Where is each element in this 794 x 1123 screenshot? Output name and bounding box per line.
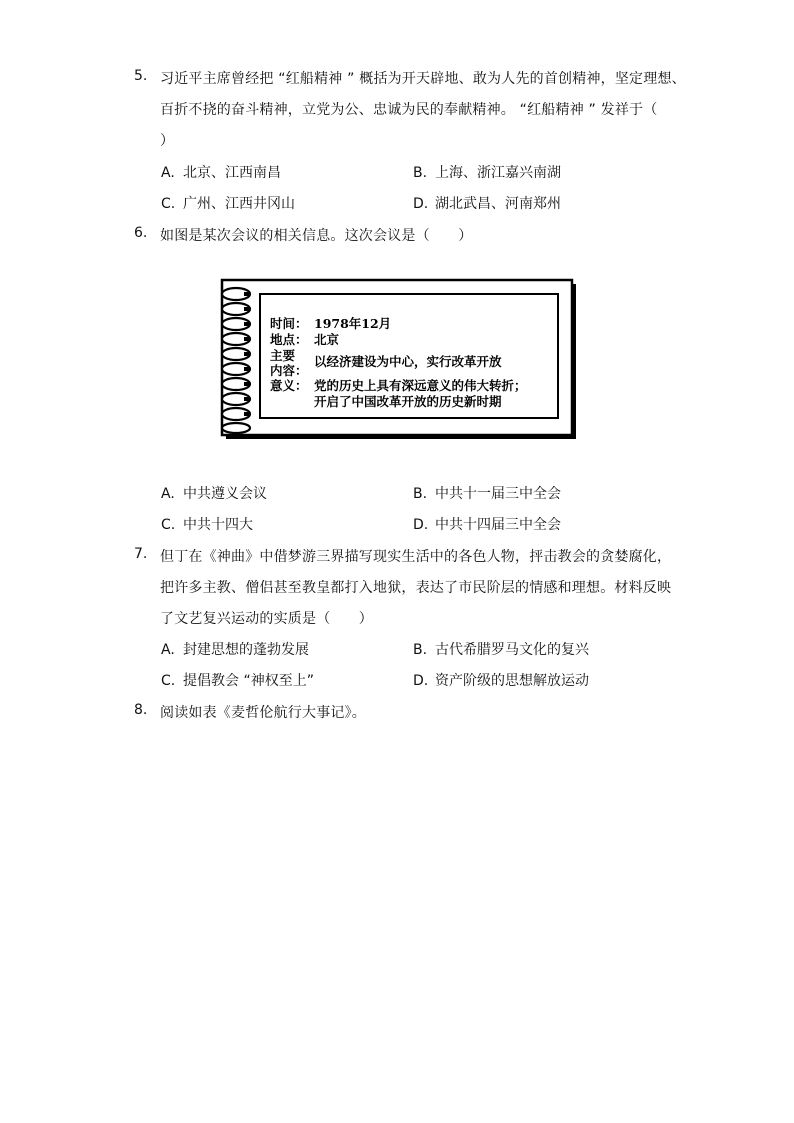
option-label: D. <box>413 196 429 212</box>
question-6-number: 6. <box>134 225 148 241</box>
question-6-option-a[interactable] <box>161 483 267 503</box>
figure-time-value: 1978年12月 <box>314 316 392 331</box>
question-7-line-3: 了文艺复兴运动的实质是（ ） <box>160 611 373 627</box>
figure-content-label-1: 主要 <box>270 348 296 363</box>
option-label: D. <box>413 673 429 689</box>
option-label: B. <box>413 486 428 502</box>
question-6-option-c[interactable] <box>161 514 253 534</box>
option-text: 中共十一届三中全会 <box>435 486 561 502</box>
question-8-line-1: 阅读如表《麦哲伦航行大事记》。 <box>160 705 366 721</box>
option-text: 北京、江西南昌 <box>183 165 281 181</box>
figure-place-label: 地点： <box>270 332 308 347</box>
figure-meaning-value-2: 开启了中国改革开放的历史新时期 <box>314 394 502 409</box>
question-5-line-1: 习近平主席曾经把 “红船精神 ” 概括为开天辟地、敢为人先的首创精神，坚定理想、 <box>160 71 686 87</box>
option-label: C. <box>161 673 176 689</box>
option-text: 广州、江西井冈山 <box>183 196 295 212</box>
question-6-option-b[interactable] <box>413 483 561 503</box>
question-7-number: 7. <box>134 546 148 562</box>
option-label: A. <box>161 642 175 658</box>
figure-place-value: 北京 <box>314 332 340 347</box>
question-8-number: 8. <box>134 702 148 718</box>
option-text: 中共十四大 <box>183 517 253 533</box>
meeting-info-notebook-figure <box>212 278 578 441</box>
option-text: 中共遵义会议 <box>183 486 267 502</box>
question-5-option-d[interactable] <box>413 193 561 213</box>
option-label: B. <box>413 642 428 658</box>
figure-content-value: 以经济建设为中心，实行改革开放 <box>314 354 502 369</box>
question-7-line-1: 但丁在《神曲》中借梦游三界描写现实生活中的各色人物，抨击教会的贪婪腐化， <box>160 549 672 565</box>
option-text: 资产阶级的思想解放运动 <box>435 673 589 689</box>
option-label: A. <box>161 165 175 181</box>
option-label: A. <box>161 486 175 502</box>
option-text: 湖北武昌、河南郑州 <box>435 196 561 212</box>
option-text: 上海、浙江嘉兴南湖 <box>435 165 561 181</box>
figure-content-label-2: 内容： <box>270 363 308 378</box>
question-5-option-a[interactable] <box>161 162 281 182</box>
option-text: 中共十四届三中全会 <box>435 517 561 533</box>
question-5-option-b[interactable] <box>413 162 561 182</box>
figure-meaning-label: 意义： <box>270 378 308 393</box>
figure-meaning-value-1: 党的历史上具有深远意义的伟大转折； <box>314 378 527 393</box>
option-label: B. <box>413 165 428 181</box>
question-5-line-2: 百折不挠的奋斗精神，立党为公、忠诚为民的奉献精神。 “红船精神 ” 发祥于（ <box>160 102 658 118</box>
question-7-option-c[interactable] <box>161 670 314 690</box>
option-text: 封建思想的蓬勃发展 <box>183 642 309 658</box>
option-text: 提倡教会 “神权至上” <box>183 673 314 689</box>
question-5-number: 5. <box>134 68 148 84</box>
question-5-line-3: ） <box>160 133 175 149</box>
question-5-option-c[interactable] <box>161 193 295 213</box>
question-7-option-a[interactable] <box>161 639 309 659</box>
question-6-option-d[interactable] <box>413 514 561 534</box>
option-label: D. <box>413 517 429 533</box>
question-7-line-2: 把许多主教、僧侣甚至教皇都打入地狱，表达了市民阶层的情感和理想。材料反映 <box>160 580 672 596</box>
question-6-line-1: 如图是某次会议的相关信息。这次会议是（ ） <box>160 228 473 244</box>
option-label: C. <box>161 196 176 212</box>
question-7-option-d[interactable] <box>413 670 589 690</box>
option-label: C. <box>161 517 176 533</box>
question-7-option-b[interactable] <box>413 639 589 659</box>
option-text: 古代希腊罗马文化的复兴 <box>435 642 589 658</box>
figure-time-label: 时间： <box>270 316 308 331</box>
